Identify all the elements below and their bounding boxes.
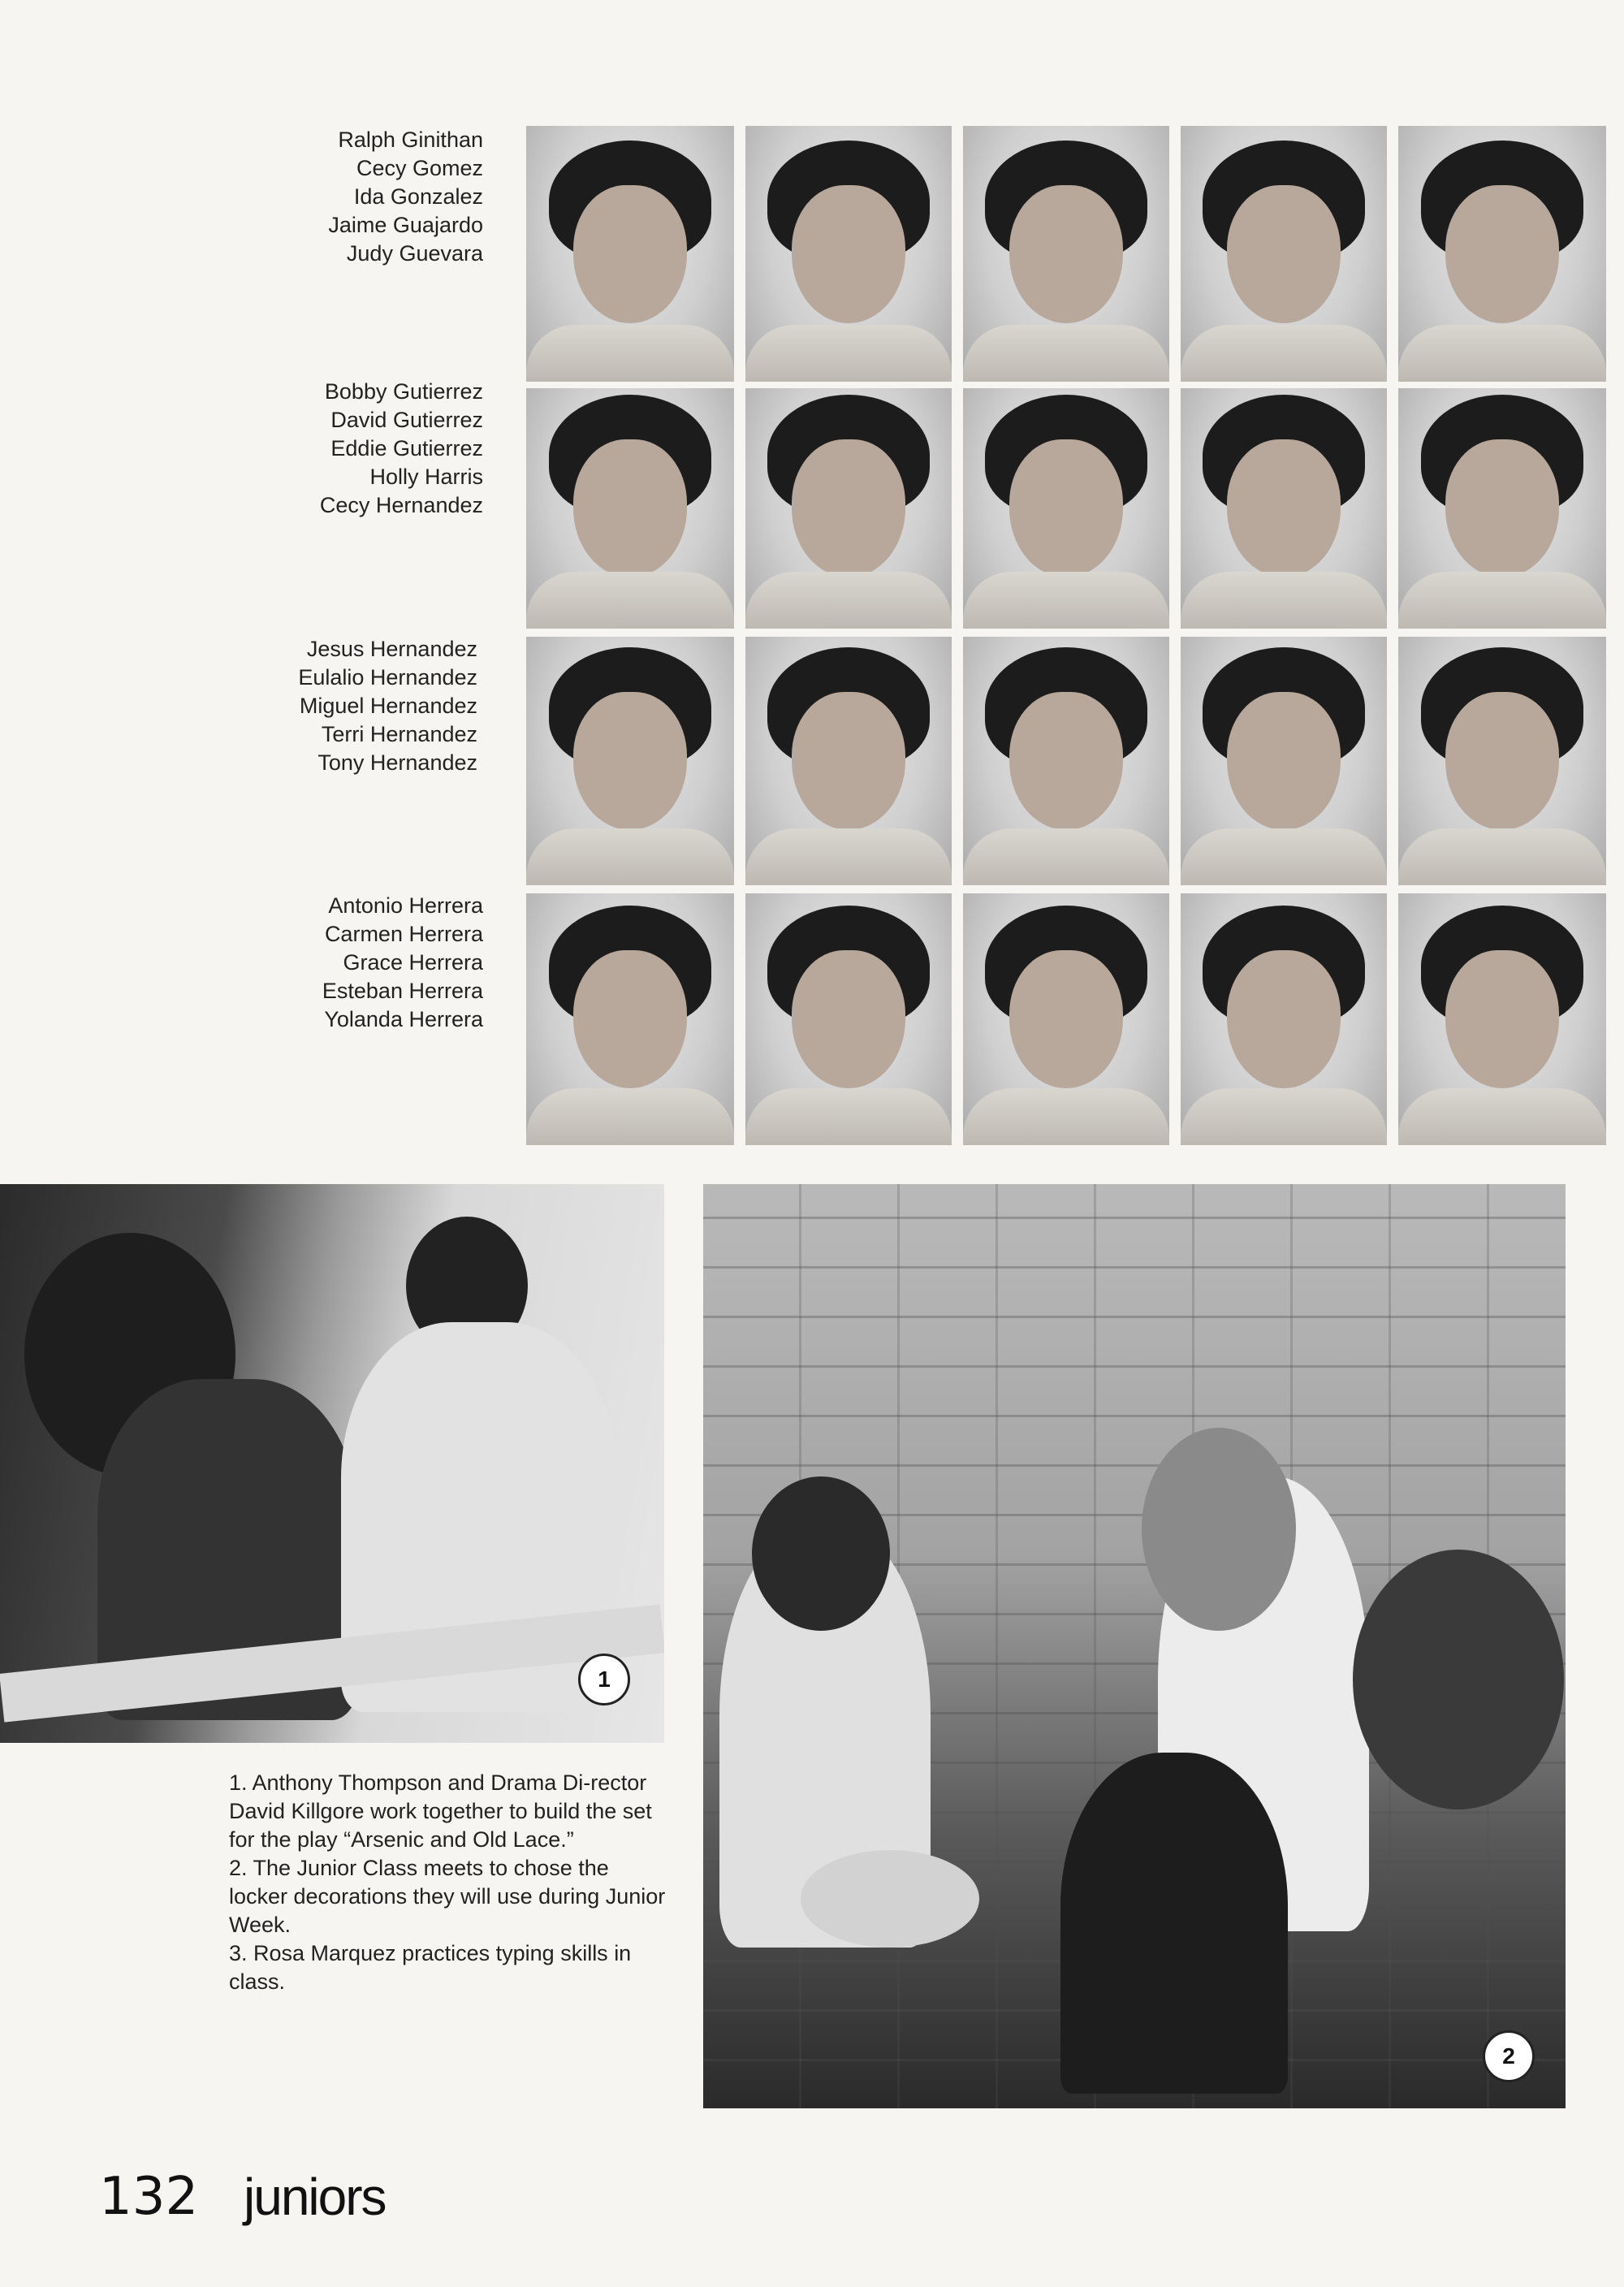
- student-name: Tony Hernandez: [317, 750, 477, 775]
- student-name: Grace Herrera: [343, 950, 483, 975]
- student-name: Bobby Gutierrez: [324, 379, 483, 404]
- student-name: Judy Guevara: [346, 241, 483, 266]
- student-portrait: [745, 893, 952, 1145]
- student-portrait: [745, 637, 952, 885]
- student-portrait: [1398, 637, 1606, 885]
- student-name: Yolanda Herrera: [324, 1007, 483, 1031]
- student-name: Ralph Ginithan: [338, 128, 483, 152]
- student-portrait: [526, 388, 734, 629]
- student-name: Eddie Gutierrez: [330, 436, 483, 460]
- student-name: Miguel Hernandez: [299, 694, 477, 718]
- student-name: David Gutierrez: [330, 408, 483, 432]
- name-list-row-1: [28, 126, 483, 268]
- student-portrait: [1398, 893, 1606, 1145]
- student-portrait: [1181, 388, 1387, 629]
- student-portrait: [1398, 388, 1606, 629]
- student-name: Jesus Hernandez: [306, 637, 477, 661]
- student-portrait: [963, 126, 1169, 382]
- student-portrait: [1181, 893, 1387, 1145]
- student-portrait: [526, 893, 734, 1145]
- student-portrait: [963, 637, 1169, 885]
- student-name: Ida Gonzalez: [353, 184, 483, 209]
- section-title: juniors: [244, 2168, 386, 2226]
- caption-3: 3. Rosa Marquez practices typing skills in class.: [229, 1941, 632, 1994]
- student-portrait: [1181, 126, 1387, 382]
- student-name: Terri Hernandez: [321, 722, 477, 746]
- student-name: Holly Harris: [369, 465, 483, 489]
- candid-photo-set-building: [0, 1184, 664, 1743]
- student-portrait: [963, 893, 1169, 1145]
- name-list-row-4: [28, 892, 483, 1034]
- student-name: Cecy Hernandez: [319, 493, 483, 517]
- student-portrait: [526, 637, 734, 885]
- student-portrait: [526, 126, 734, 382]
- student-name: Jaime Guajardo: [328, 213, 483, 237]
- photo-number-badge: 2: [1483, 2030, 1535, 2082]
- student-portrait: [1398, 126, 1606, 382]
- student-portrait: [1181, 637, 1387, 885]
- student-portrait: [963, 388, 1169, 629]
- caption-2: 2. The Junior Class meets to chose the locker decorations they will use during Junior Week.: [229, 1856, 666, 1937]
- name-list-row-2: [28, 378, 483, 520]
- student-name: Eulalio Hernandez: [298, 665, 477, 690]
- photo-number-badge: 1: [578, 1654, 630, 1706]
- student-name: Esteban Herrera: [322, 979, 483, 1003]
- caption-1: 1. Anthony Thompson and Drama Di-rector David Killgore work together to build the set for the play “Arsenic and Old Lace.”: [229, 1770, 652, 1852]
- name-list-row-3: [23, 635, 477, 777]
- page-number: 132: [99, 2167, 199, 2227]
- student-name: Carmen Herrera: [324, 922, 483, 946]
- candid-photo-class-meeting: [703, 1184, 1566, 2108]
- photo-captions: [229, 1769, 669, 1996]
- student-portrait: [745, 126, 952, 382]
- student-name: Cecy Gomez: [356, 156, 483, 180]
- student-name: Antonio Herrera: [328, 893, 483, 918]
- student-portrait: [745, 388, 952, 629]
